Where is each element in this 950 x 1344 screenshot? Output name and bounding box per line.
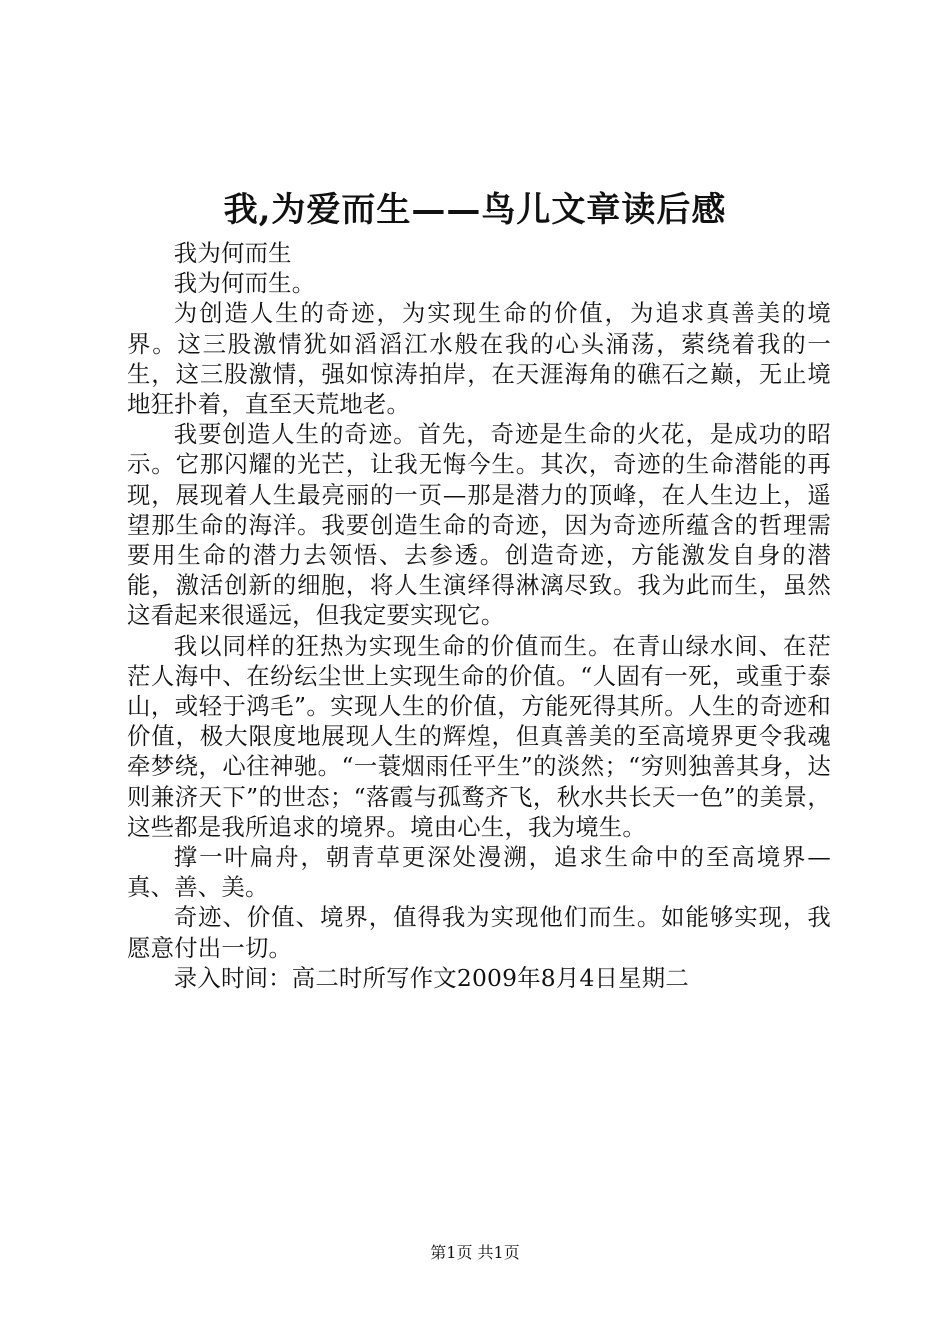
document-body bbox=[127, 238, 831, 993]
paragraph-3: 为创造人生的奇迹，为实现生命的价值，为追求真善美的境界。这三股激情犹如滔滔江水般在我的心头涌荡，萦绕着我的一生，这三股激情，强如惊涛拍岸，在天涯海角的礁石之巅，无止境地狂扑着，直至天荒地老。 bbox=[127, 299, 831, 419]
paragraph-5: 我以同样的狂热为实现生命的价值而生。在青山绿水间、在茫茫人海中、在纷纭尘世上实现生命的价值。“人固有一死，或重于泰山，或轻于鸿毛”。实现人生的价值，方能死得其所。人生的奇迹和价值，极大限度地展现人生的辉煌，但真善美的至高境界更令我魂牵梦绕，心往神驰。“一蓑烟雨任平生”的淡然；“穷则独善其身，达则兼济天下”的世态；“落霞与孤鹜齐飞，秋水共长天一色”的美景，这些都是我所追求的境界。境由心生，我为境生。 bbox=[127, 631, 831, 841]
paragraph-8: 录入时间：高二时所写作文2009年8月4日星期二 bbox=[173, 963, 689, 992]
paragraph-4: 我要创造人生的奇迹。首先，奇迹是生命的火花，是成功的昭示。它那闪耀的光芒，让我无悔今生。其次，奇迹的生命潜能的再现，展现着人生最亮丽的一页—那是潜力的顶峰，在人生边上，遥望那生命的海洋。我要创造生命的奇迹，因为奇迹所蕴含的哲理需要用生命的潜力去领悟、去参透。创造奇迹，方能激发自身的潜能，激活创新的细胞，将人生演绎得淋漓尽致。我为此而生，虽然这看起来很遥远，但我定要实现它。 bbox=[127, 420, 831, 630]
paragraph-2: 我为何而生。 bbox=[173, 269, 316, 298]
paragraph-7: 奇迹、价值、境界，值得我为实现他们而生。如能够实现，我愿意付出一切。 bbox=[127, 903, 831, 962]
paragraph-6: 撑一叶扁舟，朝青草更深处漫溯，追求生命中的至高境界—真、善、美。 bbox=[127, 843, 831, 902]
document-title: 我,为爱而生——鸟儿文章读后感 bbox=[223, 190, 727, 230]
page-number-footer: 第1页 共1页 bbox=[430, 1243, 520, 1262]
paragraph-1: 我为何而生 bbox=[173, 239, 292, 267]
